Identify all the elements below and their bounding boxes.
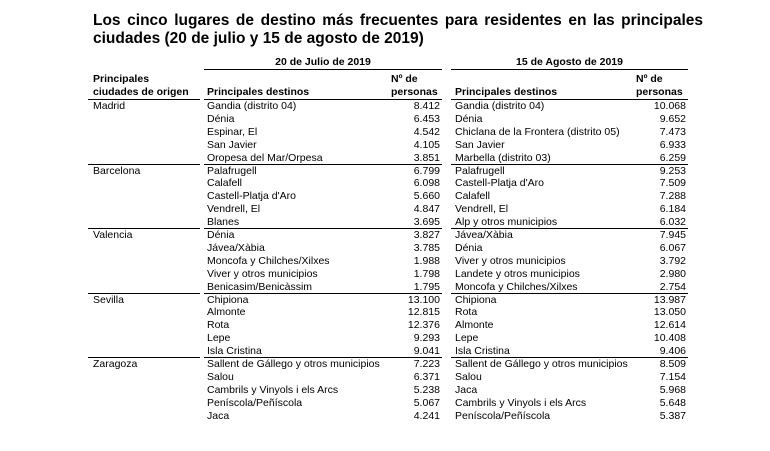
destination-august: Rota	[455, 306, 478, 319]
header-num2-line1: Nº de	[636, 73, 663, 85]
destination-july: Rota	[207, 319, 230, 332]
count-august: 7.288	[659, 190, 686, 203]
count-august: 5.387	[659, 409, 686, 422]
destination-august: Calafell	[455, 190, 491, 203]
destination-august: Gandia (distrito 04)	[455, 100, 545, 112]
count-august: 9.652	[659, 112, 686, 125]
destination-august: Dénia	[455, 112, 483, 125]
count-july: 8.412	[413, 100, 440, 112]
count-july: 12.815	[407, 306, 440, 319]
count-august: 9.253	[659, 164, 686, 177]
destination-july: Calafell	[207, 177, 243, 190]
destination-july: Dénia	[207, 229, 235, 241]
destination-july: Jaca	[207, 409, 230, 422]
destination-august: Chiclana de la Frontera (distrito 05)	[455, 125, 620, 138]
destination-july: San Javier	[207, 138, 257, 151]
destination-july: Chipiona	[207, 293, 249, 306]
count-july: 4.542	[413, 125, 440, 138]
count-july: 1.988	[413, 254, 440, 267]
destination-august: San Javier	[455, 138, 505, 151]
count-august: 7.473	[659, 125, 686, 138]
destination-july: Castell-Platja d'Aro	[207, 190, 296, 203]
count-july: 6.799	[413, 164, 440, 177]
destination-august: Dénia	[455, 241, 483, 254]
destination-august: Peníscola/Peñíscola	[455, 409, 551, 422]
count-july: 6.371	[413, 370, 440, 383]
destination-july: Jávea/Xàbia	[207, 241, 265, 254]
count-july: 3.695	[413, 216, 440, 229]
count-july: 1.795	[413, 280, 440, 293]
destination-august: Vendrell, El	[455, 203, 509, 216]
destination-august: Almonte	[455, 319, 494, 332]
destination-august: Salou	[455, 370, 482, 383]
count-august: 13.050	[653, 306, 686, 319]
origin-city: Zaragoza	[93, 358, 138, 370]
count-july: 3.851	[413, 151, 440, 164]
count-august: 9.406	[659, 345, 686, 358]
destination-july: Peníscola/Peñíscola	[207, 396, 303, 409]
count-august: 13.987	[653, 293, 686, 306]
count-august: 6.067	[659, 241, 686, 254]
count-august: 5.968	[659, 383, 686, 396]
count-july: 4.105	[413, 138, 440, 151]
count-august: 8.509	[659, 358, 686, 370]
header-rule-date2	[451, 69, 688, 70]
origin-city: Madrid	[93, 100, 126, 112]
destination-july: Vendrell, El	[207, 203, 261, 216]
destination-july: Benicasim/Benicàssim	[207, 280, 313, 293]
destination-august: Viver y otros municipios	[455, 254, 566, 267]
origin-city: Barcelona	[93, 164, 141, 177]
destination-august: Chipiona	[455, 293, 497, 306]
count-july: 6.453	[413, 112, 440, 125]
destination-august: Jaca	[455, 383, 478, 396]
count-july: 5.238	[413, 383, 440, 396]
count-august: 7.154	[659, 370, 686, 383]
count-august: 2.754	[659, 280, 686, 293]
destination-july: Salou	[207, 370, 234, 383]
header-num2-line2: personas	[636, 86, 683, 98]
destination-august: Castell-Platja d'Aro	[455, 177, 544, 190]
count-august: 3.792	[659, 254, 686, 267]
destination-august: Isla Cristina	[455, 345, 510, 358]
document-title: Los cinco lugares de destino más frecuentes para residentes en las principales ciudades (20 de julio y 15 de agosto de 2019)	[93, 12, 703, 47]
count-august: 6.184	[659, 203, 686, 216]
destination-august: Landete y otros municipios	[455, 267, 580, 280]
count-august: 6.933	[659, 138, 686, 151]
destination-august: Sallent de Gállego y otros municipios	[455, 358, 628, 370]
count-july: 6.098	[413, 177, 440, 190]
count-july: 9.041	[413, 345, 440, 358]
destination-july: Gandia (distrito 04)	[207, 100, 297, 112]
count-july: 5.660	[413, 190, 440, 203]
header-rule-date1	[204, 69, 442, 70]
count-july: 13.100	[407, 293, 440, 306]
destination-july: Isla Cristina	[207, 345, 262, 358]
destination-july: Blanes	[207, 216, 240, 229]
count-august: 6.259	[659, 151, 686, 164]
destination-august: Moncofa y Chilches/Xilxes	[455, 280, 578, 293]
count-august: 12.614	[653, 319, 686, 332]
destination-august: Alp y otros municipios	[455, 216, 558, 229]
header-date-1: 20 de Julio de 2019	[275, 56, 371, 68]
destination-july: Palafrugell	[207, 164, 257, 177]
count-august: 7.945	[659, 229, 686, 241]
destination-july: Oropesa del Mar/Orpesa	[207, 151, 323, 164]
destination-july: Moncofa y Chilches/Xilxes	[207, 254, 330, 267]
destination-july: Cambrils y Vinyols i els Arcs	[207, 383, 339, 396]
count-july: 9.293	[413, 332, 440, 345]
destination-july: Sallent de Gállego y otros municipios	[207, 358, 380, 370]
count-july: 7.223	[413, 358, 440, 370]
destination-july: Almonte	[207, 306, 246, 319]
origin-city: Valencia	[93, 229, 133, 241]
count-august: 2.980	[659, 267, 686, 280]
header-destinos-2: Principales destinos	[455, 86, 558, 98]
count-july: 12.376	[407, 319, 440, 332]
count-july: 4.241	[413, 409, 440, 422]
header-origin-line2: ciudades de origen	[93, 86, 189, 98]
destination-august: Palafrugell	[455, 164, 505, 177]
header-num1-line2: personas	[391, 86, 438, 98]
header-date-2: 15 de Agosto de 2019	[516, 56, 623, 68]
count-august: 10.408	[653, 332, 686, 345]
header-num1-line1: Nº de	[391, 73, 418, 85]
count-july: 5.067	[413, 396, 440, 409]
header-destinos-1: Principales destinos	[207, 86, 310, 98]
origin-city: Sevilla	[93, 293, 124, 306]
count-july: 1.798	[413, 267, 440, 280]
count-july: 3.785	[413, 241, 440, 254]
count-august: 6.032	[659, 216, 686, 229]
count-august: 10.068	[653, 100, 686, 112]
count-august: 5.648	[659, 396, 686, 409]
destination-july: Espinar, El	[207, 125, 258, 138]
destination-july: Viver y otros municipios	[207, 267, 318, 280]
destination-august: Jávea/Xàbia	[455, 229, 513, 241]
count-july: 4.847	[413, 203, 440, 216]
destination-august: Marbella (distrito 03)	[455, 151, 551, 164]
destination-august: Lepe	[455, 332, 479, 345]
destination-july: Dénia	[207, 112, 235, 125]
count-august: 7.509	[659, 177, 686, 190]
destination-august: Cambrils y Vinyols i els Arcs	[455, 396, 587, 409]
count-july: 3.827	[413, 229, 440, 241]
header-origin-line1: Principales	[93, 73, 150, 85]
destination-july: Lepe	[207, 332, 231, 345]
